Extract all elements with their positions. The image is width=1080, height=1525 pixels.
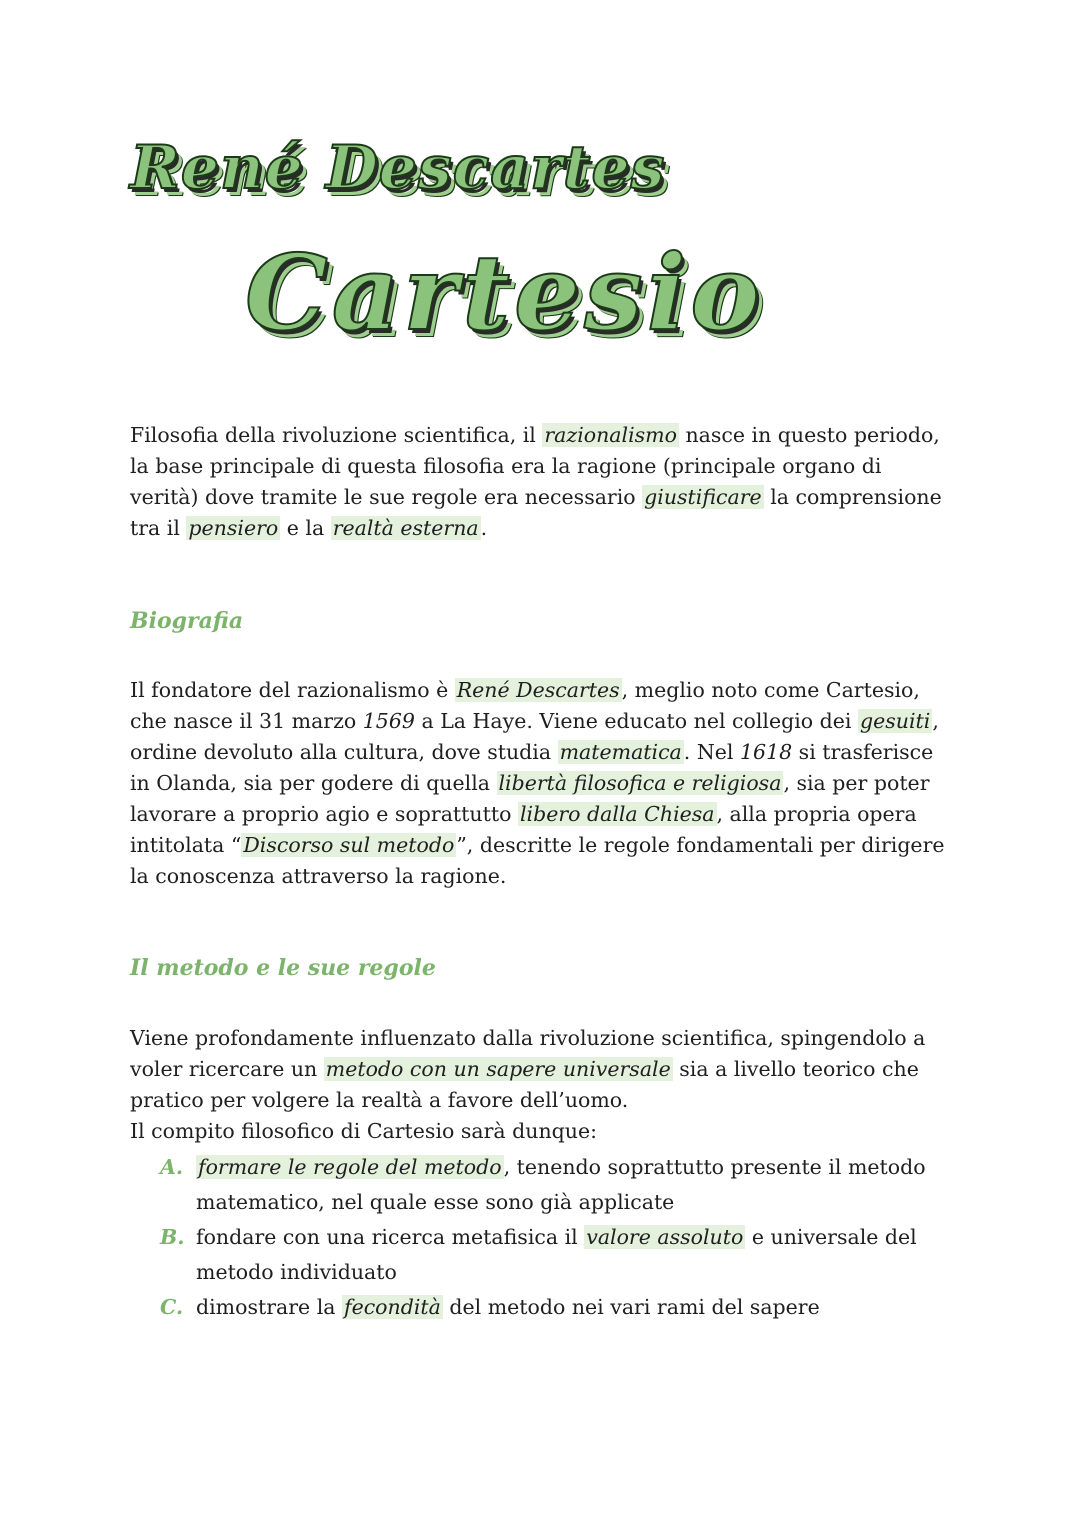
- bio-text-9: ”, descritte le regole fondamentali per dirigere la conoscenza attraverso la ragione.: [130, 833, 945, 888]
- bio-text-4: , ordine devoluto alla cultura, dove studia: [130, 709, 939, 764]
- title-rene-descartes: René Descartes: [130, 133, 666, 203]
- bio-text-3: a La Haye. Viene educato nel collegio dei: [414, 709, 858, 733]
- highlight-fecondita: fecondità: [343, 1295, 441, 1319]
- highlight-gesuiti: gesuiti: [859, 709, 931, 733]
- intro-text-5: .: [480, 516, 488, 540]
- highlight-discorso-metodo: Discorso sul metodo: [243, 833, 455, 857]
- biografia-paragraph: [130, 675, 950, 892]
- list-marker: A.: [160, 1155, 184, 1179]
- highlight-formare-regole: formare le regole del metodo: [198, 1155, 502, 1179]
- bio-text-5: . Nel: [683, 740, 740, 764]
- highlight-razionalismo: razionalismo: [544, 423, 677, 447]
- compiti-list: [160, 1150, 960, 1325]
- item-text-post: , tenendo soprattutto presente il metodo matematico, nel quale esse sono già applicate: [196, 1155, 926, 1214]
- highlight-rene-descartes: René Descartes: [456, 678, 620, 702]
- intro-paragraph: [130, 420, 950, 544]
- year-1569: 1569: [362, 709, 415, 733]
- list-item: [160, 1290, 960, 1325]
- metodo-paragraph: [130, 1023, 950, 1147]
- highlight-libero-chiesa: libero dalla Chiesa: [519, 802, 715, 826]
- bio-text-8: , alla propria opera intitolata “: [130, 802, 917, 857]
- metodo-text-2: sia a livello teorico che pratico per volgere la realtà a favore dell’uomo.: [130, 1057, 919, 1112]
- bio-text-6: si trasferisce in Olanda, sia per godere di quella: [130, 740, 934, 795]
- list-marker: B.: [160, 1225, 185, 1249]
- highlight-metodo-universale: metodo con un sapere universale: [325, 1057, 671, 1081]
- bio-text-1: Il fondatore del razionalismo è: [130, 678, 455, 702]
- intro-text-2: nasce in questo periodo, la base principale di questa filosofia era la ragione (principale organo di verità) dove tramite le sue regole era necessario: [130, 423, 940, 509]
- bio-text-7: , sia per poter lavorare a proprio agio e soprattutto: [130, 771, 930, 826]
- heading-metodo: Il metodo e le sue regole: [130, 955, 436, 981]
- highlight-valore-assoluto: valore assoluto: [586, 1225, 744, 1249]
- highlight-matematica: matematica: [559, 740, 682, 764]
- item-text-post: e universale del metodo individuato: [196, 1225, 917, 1284]
- heading-biografia: Biografia: [130, 608, 244, 634]
- title-cartesio: Cartesio: [245, 231, 764, 354]
- highlight-giustificare: giustificare: [644, 485, 762, 509]
- bio-text-2: , meglio noto come Cartesio, che nasce il 31 marzo: [130, 678, 920, 733]
- intro-text-4: e la: [280, 516, 331, 540]
- highlight-liberta: libertà filosofica e religiosa: [498, 771, 782, 795]
- metodo-text-1: Viene profondamente influenzato dalla rivoluzione scientifica, spingendolo a voler ricercare un: [130, 1026, 926, 1081]
- metodo-text-3: Il compito filosofico di Cartesio sarà dunque:: [130, 1119, 598, 1143]
- highlight-pensiero: pensiero: [188, 516, 279, 540]
- list-marker: C.: [160, 1295, 184, 1319]
- item-text-pre: dimostrare la: [196, 1295, 342, 1319]
- intro-text-3: la comprensione tra il: [130, 485, 942, 540]
- intro-text-1: Filosofia della rivoluzione scientifica, il: [130, 423, 543, 447]
- item-text-post: del metodo nei vari rami del sapere: [442, 1295, 820, 1319]
- highlight-realta-esterna: realtà esterna: [332, 516, 479, 540]
- list-item: [160, 1220, 960, 1290]
- year-1618: 1618: [739, 740, 793, 764]
- list-item: [160, 1150, 960, 1220]
- item-text-pre: fondare con una ricerca metafisica il: [196, 1225, 585, 1249]
